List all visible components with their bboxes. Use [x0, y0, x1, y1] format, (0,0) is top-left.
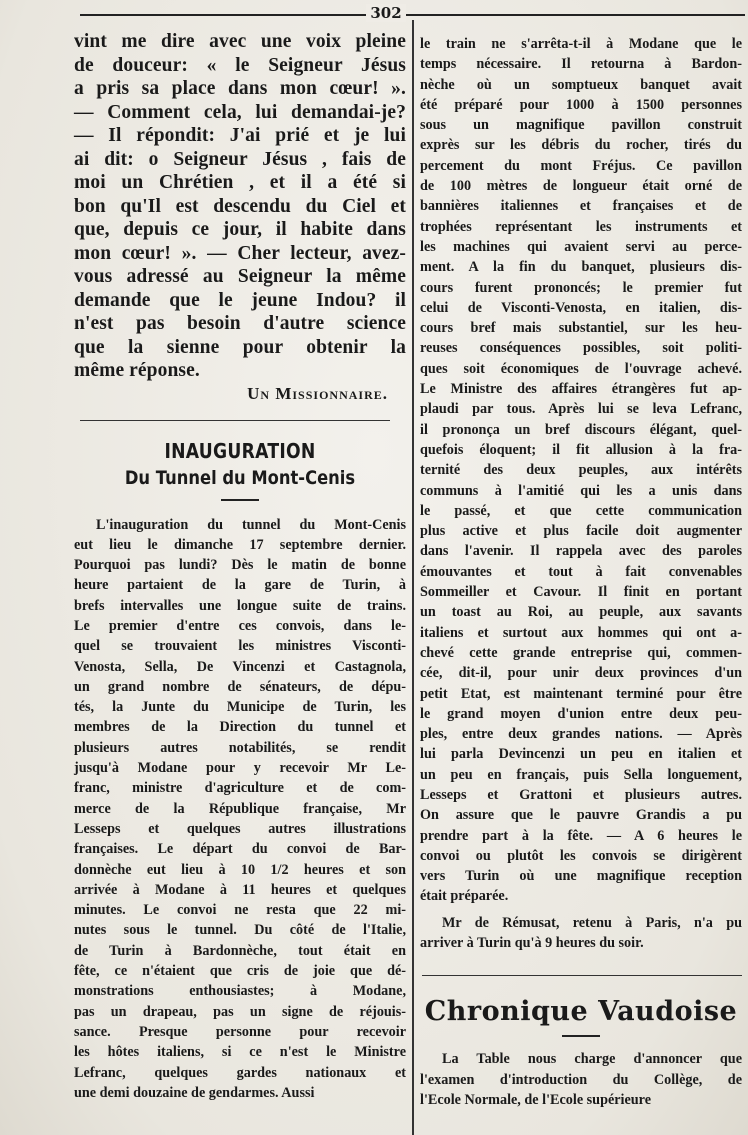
text-line: n'est pas besoin d'autre science: [74, 313, 406, 334]
title-rule: [221, 499, 259, 501]
article-title: INAUGURATION: [164, 438, 316, 463]
text-line: même réponse.: [74, 360, 200, 381]
text-line: ples, entre deux grandes nations. — Après: [420, 726, 742, 743]
text-line: l'Ecole Normale, de l'Ecole supérieure: [420, 1091, 652, 1108]
text-line: un grand nombre de sénateurs, de dépu-: [74, 678, 406, 695]
text-line: heure partaient de la gare de Turin, à: [74, 577, 406, 594]
text-line: demande que le jeune Indou? il: [74, 289, 406, 311]
text-line: minutes. Le convoi ne resta que 22 mi-: [74, 902, 406, 919]
text-line: mon cœur! ». — Cher lecteur, avez-: [74, 242, 406, 264]
text-line: Lefranc, quelques gardes nationaux et: [74, 1064, 406, 1081]
text-line: Lesseps et quelques autres illustrations: [74, 820, 406, 837]
section-rule-right: [422, 975, 742, 976]
text-line: arrivée à Modane à 11 heures et quelques: [74, 881, 406, 898]
tunnel-article-left: [74, 515, 406, 1104]
page-number: 302: [366, 4, 406, 22]
text-line: jusqu'à Modane pour y recevoir Mr Le-: [74, 760, 406, 777]
text-line: brefs intervalles une longue suite de trains.: [74, 597, 406, 614]
text-line: Sommeiller et Cavour. Il finit en portant: [420, 584, 742, 601]
section-rule: [80, 420, 390, 421]
text-line: La Table nous charge d'annoncer que: [442, 1051, 742, 1068]
text-line: ai dit: o Seigneur Jésus , fais de: [74, 148, 406, 170]
text-line: tés, la Junte du Municipe de Turin, les: [74, 699, 406, 716]
text-line: fête, ce n'étaient que cris de joie que dé-: [74, 963, 406, 980]
text-line: été préparé pour 1000 à 1500 personnes: [420, 96, 742, 113]
text-line: cours furent prononcés; le premier fut: [420, 279, 742, 296]
text-line: le train ne s'arrêta-t-il à Modane que le: [420, 36, 742, 52]
text-line: était préparée.: [420, 888, 509, 905]
text-line: Mr de Rémusat, retenu à Paris, n'a pu: [442, 914, 742, 931]
header-rule: [80, 14, 745, 16]
text-line: dans l'avenir. Il rappela avec des paroles: [420, 543, 742, 560]
text-line: il prononça un bref discours élégant, quel-: [420, 421, 742, 438]
text-line: sous un magnifique pavillon construit: [420, 117, 742, 134]
text-line: plusieurs autres notabilités, se rendit: [74, 739, 406, 756]
text-line: merce de la République française, Mr: [74, 800, 406, 817]
chronicle-title: Chronique Vaudoise: [424, 996, 738, 1028]
remusat-note: [420, 913, 742, 954]
text-line: nutes sous le tunnel. Du côté de l'Italie,: [74, 922, 406, 939]
text-line: cours bref mais substantiel, sur les heu-: [420, 320, 742, 337]
text-line: celui de Visconti-Venosta, en italien, dis-: [420, 299, 742, 316]
text-line: On assure que le pauvre Grandis a pu: [420, 807, 742, 824]
text-line: vint me dire avec une voix pleine: [74, 31, 406, 52]
text-line: Lesseps et Grattoni et plusieurs autres.: [420, 786, 742, 803]
text-line: quefois éloquent; il fit allusion à la fra-: [420, 441, 742, 458]
text-line: Le Ministre des affaires étrangères fut ap-: [420, 381, 742, 398]
text-line: ternité des deux peuples, aux intérêts: [420, 462, 742, 479]
text-line: ques soit économiques de l'ouvrage achevé.: [420, 360, 742, 377]
text-line: convoi ou plutôt les convois se dirigèrent: [420, 847, 742, 864]
text-line: exprès sur les débris du rocher, tirés du: [420, 137, 742, 154]
text-line: de Turin à Bardonnèche, tout était en: [74, 942, 406, 959]
text-line: émouvantes et tout à fait convenables: [420, 563, 742, 580]
text-line: vers Turin où une magnifique reception: [420, 868, 742, 885]
text-line: moi un Chrétien , et il a été si: [74, 172, 406, 193]
text-line: pas un drapeau, pas un signe de réjouis-: [74, 1003, 406, 1020]
text-line: trophées représentant les instruments et: [420, 218, 742, 235]
text-line: vous adressé au Seigneur la même: [74, 266, 406, 287]
text-line: percement du mont Fréjus. Ce pavillon: [420, 157, 742, 174]
text-line: arriver à Turin qu'à 9 heures du soir.: [420, 935, 644, 952]
text-line: plaudi par tous. Après lui se leva Lefranc,: [420, 401, 742, 418]
text-line: quel se trouvaient les ministres Visconti-: [74, 638, 406, 655]
tunnel-article-right: [420, 34, 742, 907]
text-line: les machines qui avaient servi au perce-: [420, 238, 742, 255]
text-line: françaises. Le départ du convoi de Bar-: [74, 841, 406, 858]
text-line: bon qu'Il est descendu du Ciel et: [74, 195, 406, 217]
text-line: une demi douzaine de gendarmes. Aussi: [74, 1084, 315, 1101]
text-line: a pris sa place dans mon cœur! ».: [74, 78, 406, 99]
text-line: de 100 mètres de longueur était orné de: [420, 178, 742, 195]
text-line: le passé, et que cette communication: [420, 502, 742, 519]
text-line: — Comment cela, lui demandai-je?: [74, 101, 406, 123]
text-line: l'examen d'introduction du Collège, de: [420, 1071, 742, 1088]
right-column: [420, 34, 742, 1110]
text-line: chevé cette grande entreprise qui, commen-: [420, 644, 742, 661]
text-line: communs à l'amitié qui les a unis dans: [420, 482, 742, 499]
missionary-text: [74, 30, 406, 383]
article-subtitle: Du Tunnel du Mont-Cenis: [124, 466, 356, 489]
chronicle-text: [420, 1049, 742, 1110]
text-line: Le premier d'entre ces convois, dans le-: [74, 617, 406, 634]
text-line: lui parla Devincenzi un peu en italien et: [420, 746, 742, 763]
text-line: bannières italiennes et françaises et de: [420, 198, 742, 215]
text-line: italiens et surtout aux hommes qui ont a-: [420, 624, 742, 641]
text-line: ment. A la fin du banquet, plusieurs dis-: [420, 259, 742, 276]
text-line: un toast au Roi, au peuple, aux savants: [420, 604, 742, 621]
text-line: cée, dit-il, pour unir deux provinces d'un: [420, 665, 742, 682]
text-line: un peu en français, puis Sella longuement,: [420, 766, 742, 783]
left-column: [74, 30, 406, 1103]
text-line: eut lieu le dimanche 17 septembre dernier.: [74, 536, 406, 553]
signature: Un Missionnaire.: [247, 383, 388, 403]
text-line: les hôtes italiens, si ce n'est le Ministre: [74, 1044, 406, 1061]
text-line: membres de la Direction du tunnel et: [74, 719, 406, 736]
text-line: temps nécessaire. Il retourna à Bardon-: [420, 56, 742, 73]
chronicle-rule: [562, 1035, 600, 1037]
text-line: reuses conséquences possibles, soit politi-: [420, 340, 742, 357]
text-line: petit Etat, est maintenant terminé pour être: [420, 685, 742, 702]
text-line: — Il répondit: J'ai prié et je lui: [74, 125, 406, 146]
column-divider: [412, 20, 414, 1135]
text-line: monstrations enthousiastes; à Modane,: [74, 983, 406, 1000]
text-line: le grand moyen d'union entre deux peu-: [420, 705, 742, 722]
text-line: de douceur: « le Seigneur Jésus: [74, 54, 406, 76]
text-line: Venosta, Sella, De Vincenzi et Castagnola,: [74, 658, 406, 675]
text-line: Pourquoi pas lundi? Dès le matin de bonne: [74, 557, 406, 574]
text-line: prendre part à la fête. — A 6 heures le: [420, 827, 742, 844]
text-line: que, depuis ce jour, il habite dans: [74, 219, 406, 240]
text-line: franc, ministre d'agriculture et de com-: [74, 780, 406, 797]
text-line: nèche où un somptueux banquet avait: [420, 76, 742, 93]
text-line: que la sienne pour obtenir la: [74, 336, 406, 358]
text-line: sance. Presque personne pour recevoir: [74, 1023, 406, 1040]
text-line: plus active et plus facile doit augmenter: [420, 523, 742, 540]
text-line: L'inauguration du tunnel du Mont-Cenis: [96, 516, 406, 533]
text-line: donnèche eut lieu à 10 1/2 heures et son: [74, 861, 406, 878]
